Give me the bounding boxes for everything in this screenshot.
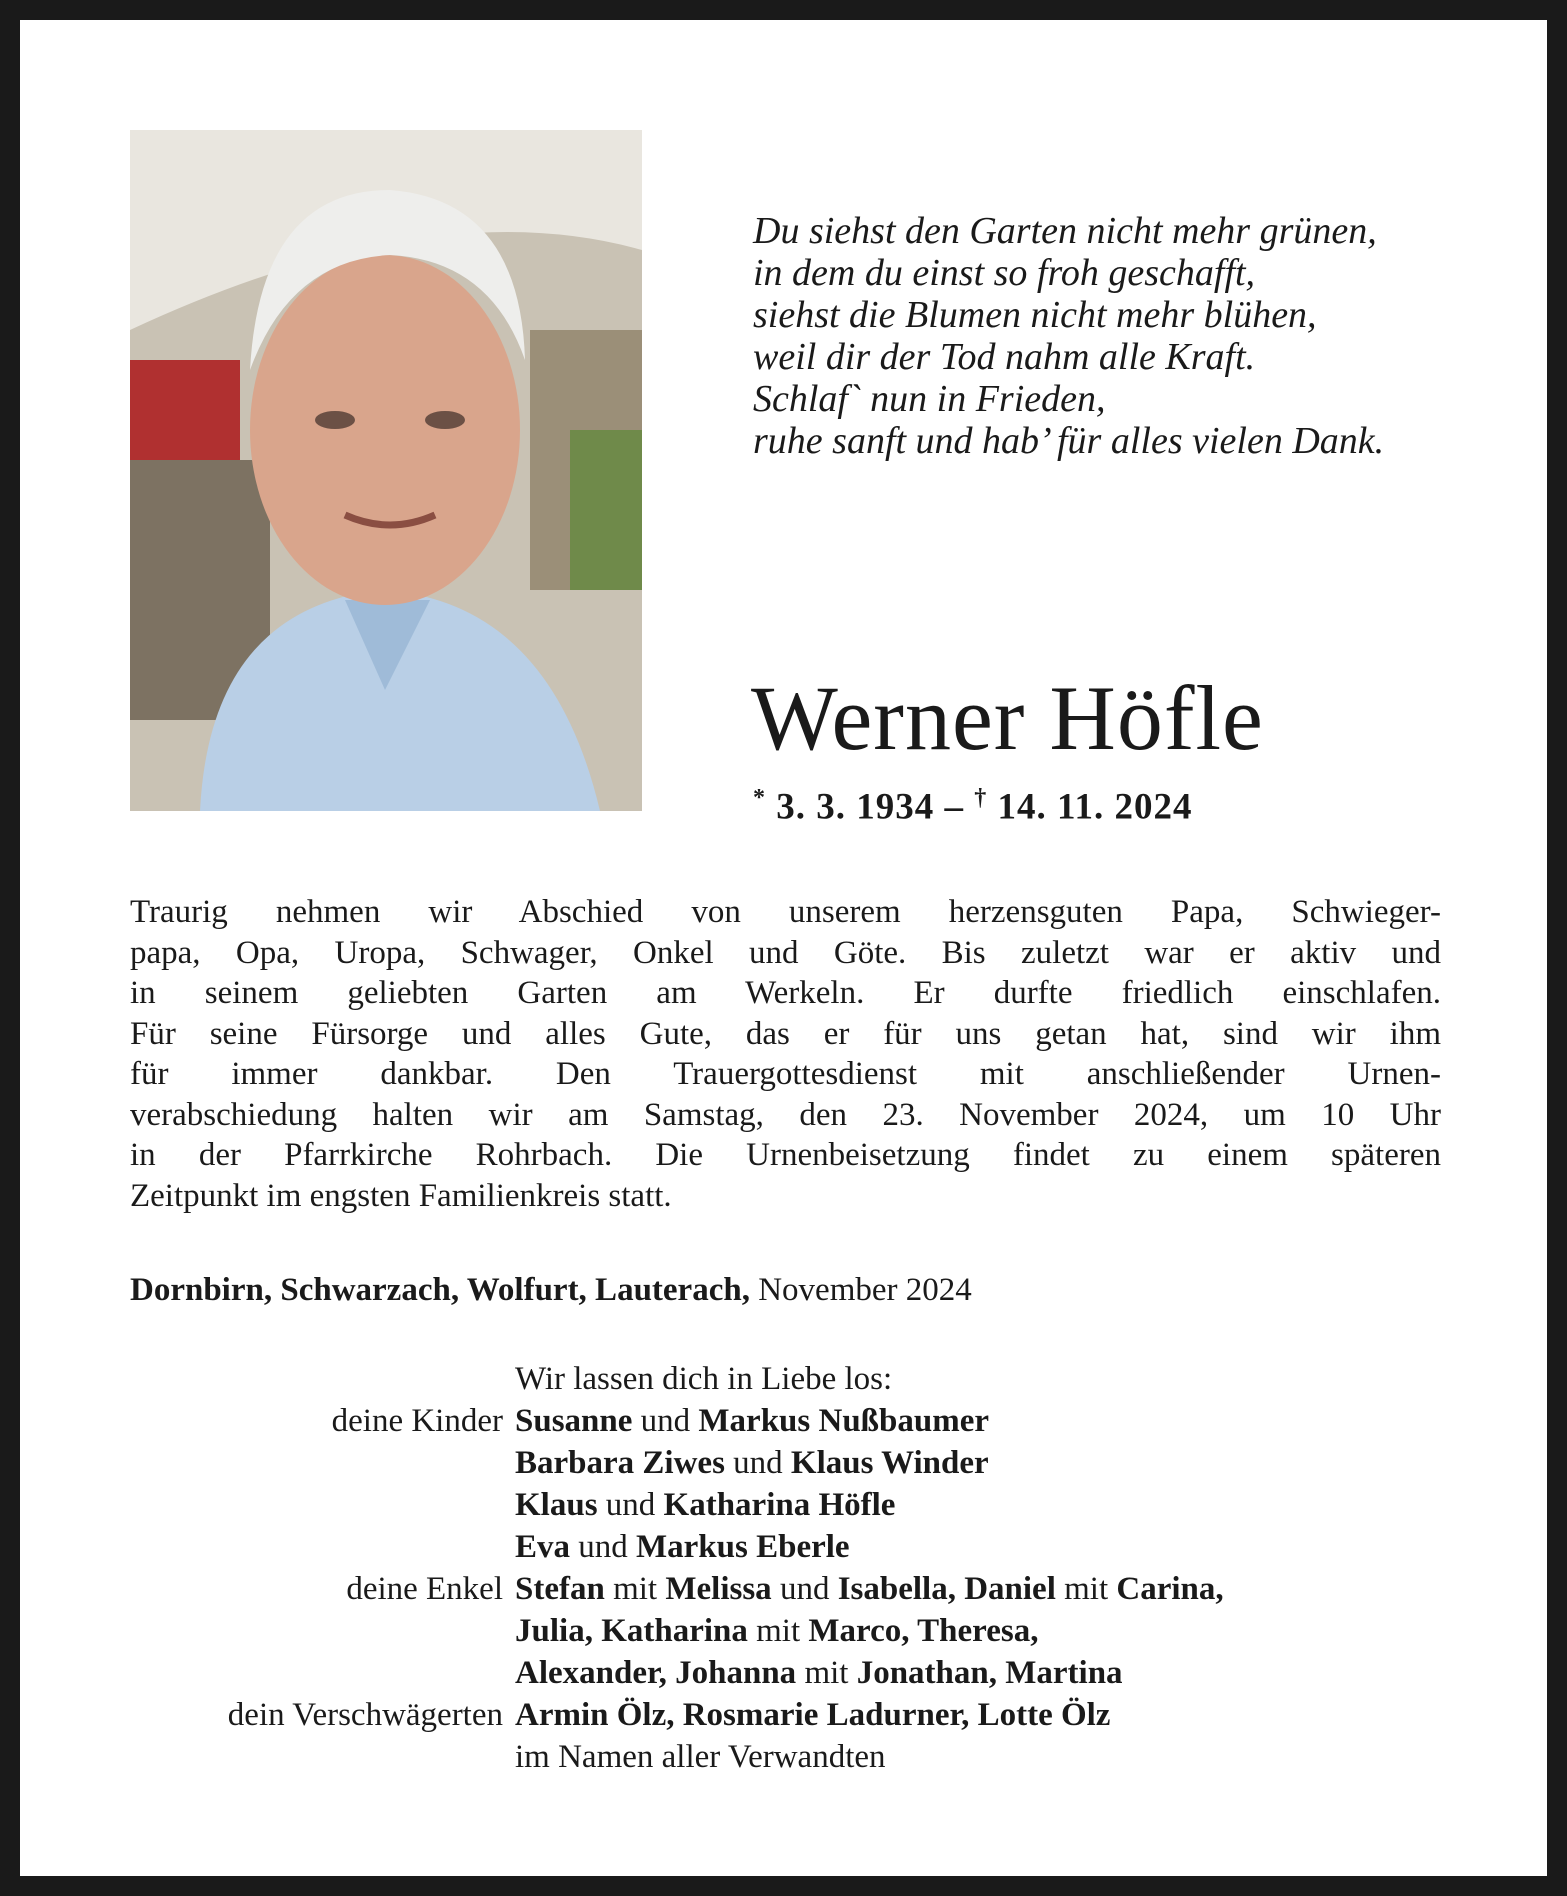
relation-label xyxy=(130,1442,515,1484)
connector-text: und xyxy=(570,1529,637,1565)
family-row xyxy=(130,1484,1470,1526)
places: Dornbirn, Schwarzach, Wolfurt, Lauterach, xyxy=(130,1272,750,1308)
relatives-names xyxy=(515,1484,895,1526)
notice-date: November 2024 xyxy=(758,1272,972,1308)
text-line: verabschiedung halten wir am Samstag, den 23. November 2024, um 10 Uhr xyxy=(130,1096,1441,1133)
poem-line: in dem du einst so froh geschafft, xyxy=(753,252,1256,294)
connector-text: mit xyxy=(1055,1571,1117,1607)
relation-label: dein Verschwägerten xyxy=(227,1697,503,1733)
poem-line: Schlaf` nun in Frieden, xyxy=(753,378,1106,420)
life-dates xyxy=(753,785,1192,828)
relatives-names xyxy=(515,1442,989,1484)
text-line: papa, Opa, Uropa, Schwager, Onkel und Göte. Bis zuletzt war er aktiv und xyxy=(130,934,1441,971)
deceased-name: Werner Höfle xyxy=(751,667,1264,769)
relatives-names xyxy=(515,1652,1123,1694)
family-row xyxy=(130,1442,1470,1484)
connector-text: und xyxy=(724,1445,791,1481)
text-line: in der Pfarrkirche Rohrbach. Die Urnenbeisetzung findet zu einem späteren xyxy=(130,1137,1441,1173)
family-row xyxy=(130,1526,1470,1568)
relation-label: deine Enkel xyxy=(346,1571,503,1607)
relative-name: Alexander, Johanna xyxy=(515,1655,797,1691)
relatives-names xyxy=(515,1694,1110,1736)
family-row xyxy=(130,1652,1470,1694)
relative-name: Carina, xyxy=(1116,1571,1224,1607)
relative-name: Markus Eberle xyxy=(636,1529,850,1565)
poem-line: weil dir der Tod nahm alle Kraft. xyxy=(753,336,1256,378)
obituary-text xyxy=(130,892,1441,1216)
family-row xyxy=(130,1400,1470,1442)
relation-label: deine Kinder xyxy=(331,1403,503,1439)
family-intro: Wir lassen dich in Liebe los: xyxy=(515,1361,893,1397)
connector-text: und xyxy=(597,1487,664,1523)
relatives-names xyxy=(515,1526,850,1568)
connector-text: mit xyxy=(604,1571,666,1607)
family-list xyxy=(130,1358,1470,1778)
poem-line: ruhe sanft und hab’ für alles vielen Dank. xyxy=(753,420,1385,462)
date-separator: – xyxy=(944,786,975,828)
relative-name: Armin Ölz, Rosmarie Ladurner, Lotte Ölz xyxy=(515,1697,1111,1733)
relative-name: Markus Nußbaumer xyxy=(698,1403,990,1439)
portrait-photo xyxy=(130,130,642,811)
text-line: für immer dankbar. Den Trauergottesdienst mit anschließender Urnen- xyxy=(130,1056,1441,1092)
text-line: in seinem geliebten Garten am Werkeln. Er durfte friedlich einschlafen. xyxy=(130,975,1441,1011)
family-intro-row xyxy=(130,1358,1470,1400)
poem xyxy=(753,210,1473,462)
portrait-illustration xyxy=(130,130,642,811)
relative-name: Eva xyxy=(515,1529,571,1565)
relative-name: Klaus xyxy=(515,1487,598,1523)
relation-label xyxy=(130,1484,515,1526)
relative-name: Barbara Ziwes xyxy=(515,1445,725,1481)
relation-label xyxy=(130,1652,515,1694)
family-closing: im Namen aller Verwandten xyxy=(515,1739,886,1775)
birth-symbol: * xyxy=(753,785,766,811)
family-row xyxy=(130,1568,1470,1610)
relation-label xyxy=(130,1610,515,1652)
relative-name: Marco, Theresa, xyxy=(808,1613,1039,1649)
relative-name: Isabella, Daniel xyxy=(837,1571,1056,1607)
death-date: 14. 11. 2024 xyxy=(997,786,1193,828)
text-line: Für seine Fürsorge und alles Gute, das er für uns getan hat, sind wir ihm xyxy=(130,1015,1441,1052)
relative-name: Jonathan, Martina xyxy=(856,1655,1123,1691)
family-rows xyxy=(130,1400,1470,1736)
poem-line: Du siehst den Garten nicht mehr grünen, xyxy=(753,210,1377,252)
family-row xyxy=(130,1610,1470,1652)
obituary-card xyxy=(20,20,1547,1876)
places-and-date xyxy=(130,1272,972,1309)
relatives-names xyxy=(515,1400,989,1442)
relation-label xyxy=(130,1526,515,1568)
relative-name: Stefan xyxy=(515,1571,605,1607)
relatives-names xyxy=(515,1568,1224,1610)
connector-text: mit xyxy=(796,1655,857,1691)
connector-text: und xyxy=(771,1571,838,1607)
relative-name: Susanne xyxy=(515,1403,633,1439)
family-row xyxy=(130,1694,1470,1736)
relative-name: Melissa xyxy=(665,1571,772,1607)
text-line: Traurig nehmen wir Abschied von unserem herzensguten Papa, Schwieger- xyxy=(130,894,1441,930)
connector-text: und xyxy=(632,1403,699,1439)
relative-name: Katharina Höfle xyxy=(663,1487,896,1523)
family-closing-row xyxy=(130,1736,1470,1778)
relative-name: Julia, Katharina xyxy=(515,1613,748,1649)
relatives-names xyxy=(515,1610,1038,1652)
connector-text: mit xyxy=(747,1613,809,1649)
death-symbol: † xyxy=(974,785,988,811)
birth-date: 3. 3. 1934 xyxy=(776,786,935,828)
text-line: Zeitpunkt im engsten Familienkreis statt. xyxy=(130,1177,672,1214)
relative-name: Klaus Winder xyxy=(790,1445,989,1481)
poem-line: siehst die Blumen nicht mehr blühen, xyxy=(753,294,1317,336)
